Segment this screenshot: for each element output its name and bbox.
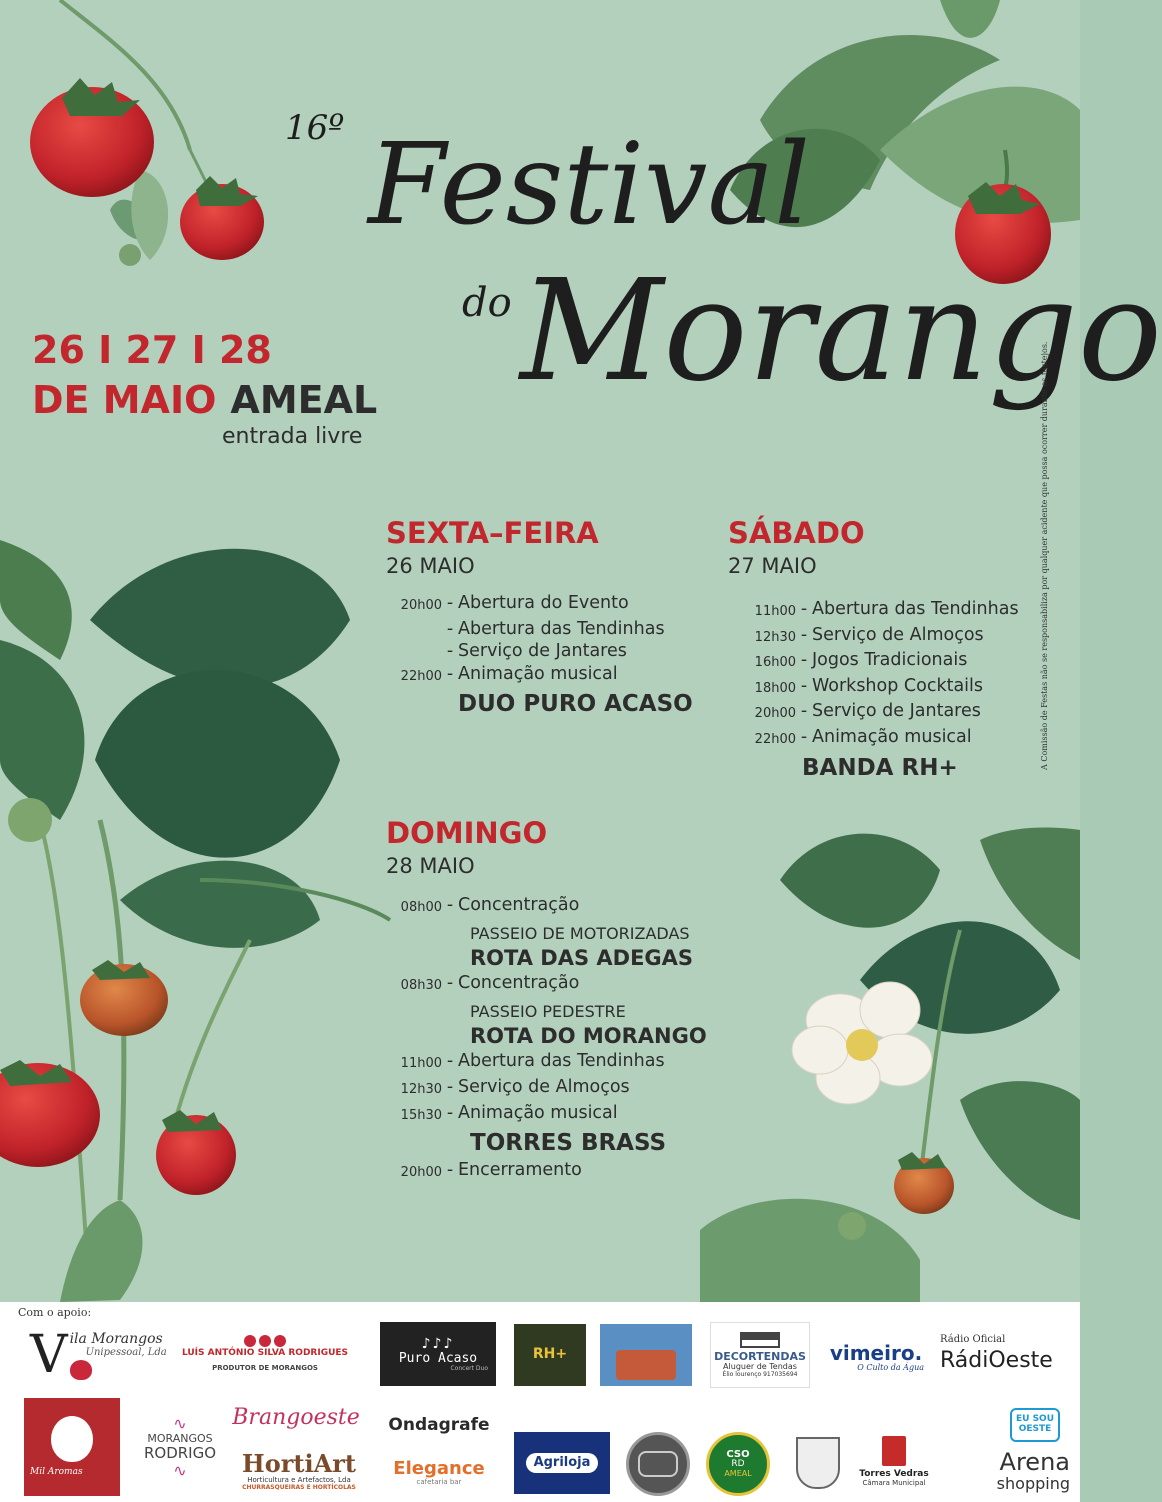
day-name: DOMINGO [386,816,548,850]
logo-elegance [384,1450,494,1496]
logo-text: vimeiro. [829,1340,923,1365]
event-month-place [32,378,377,422]
time [384,640,442,663]
logo-arena-shopping [944,1446,1070,1496]
logo-text: CSO [726,1449,750,1461]
logo-ondagrafe [384,1410,494,1440]
time: 11h00 [754,604,796,619]
logo-luis-antonio [180,1326,350,1382]
logo-text: Agriloja [526,1453,599,1473]
logo-puro-acaso: ♪♪♪ Puro Acaso Concert Duo [380,1322,496,1386]
logo-text: MORANGOS [147,1431,213,1445]
time: 11h00 [400,1056,442,1072]
schedule-row: 16h00 - Jogos Tradicionais [738,649,1019,675]
logo-text: ila Morangos [69,1330,163,1347]
event-place: AMEAL [230,378,378,422]
headline-act: TORRES BRASS [470,1130,667,1157]
activity: Concentração [458,895,580,915]
sponsors-label: Com o apoio: [18,1306,92,1319]
logo-text: Brangoeste [232,1404,360,1430]
schedule-list [738,598,1019,784]
activity: Abertura das Tendinhas [458,1051,665,1072]
time [384,618,442,641]
logo-torres-brass-photo [600,1324,692,1386]
time: 20h00 [754,706,796,722]
logo-text: Rádio Oficial [940,1334,1006,1346]
activity: Concentração [458,973,580,994]
headline-act: DUO PURO ACASO [458,691,693,718]
activity: Animação musical [812,726,972,747]
logo-banda-rh [514,1324,586,1386]
logo-eu-sou-oeste [1010,1408,1060,1442]
logo-text: Arena [999,1448,1070,1476]
logo-text: cafetaria bar [416,1478,462,1487]
logo-text: DECORTENDAS [714,1349,806,1363]
logo-hortiart [236,1442,362,1500]
strawberry-icon [51,1416,93,1462]
time: 20h00 [400,1165,442,1181]
headline-act: ROTA DAS ADEGAS [470,946,694,971]
logo-vila-morangos [30,1324,170,1386]
schedule-list [384,592,693,720]
schedule-row: 12h30 - Serviço de Almoços [738,624,1019,650]
logo-vimeiro [828,1330,924,1384]
activity: Animação musical [458,1102,618,1123]
logo-text: RODRIGO [143,1443,217,1462]
activity: Serviço de Almoços [458,1076,630,1097]
time: 08h00 [400,900,442,915]
time: 08h30 [400,978,442,994]
activity-subtitle: PASSEIO PEDESTRE [470,1001,626,1021]
logo-radio-oeste [940,1324,1070,1384]
schedule-row: 20h00 - Encerramento [388,1159,707,1185]
disclaimer-note [1040,330,1060,770]
day-name: SÁBADO [728,516,865,550]
logo-text: Élio lourenço 917035694 [722,1370,798,1378]
logo-text: Concert Duo [450,1364,488,1372]
schedule-sunday [386,816,707,1185]
logo-text: HortiArt [242,1448,356,1478]
logo-text: shopping [996,1474,1070,1494]
schedule-row: 22h00 - Animação musical [738,726,1019,752]
logo-text: Unipessoal, Lda [85,1346,167,1358]
logo-letter: V [30,1325,68,1385]
activity: Workshop Cocktails [812,675,984,696]
activity: Abertura do Evento [458,593,629,613]
logo-agriloja [514,1432,610,1494]
activity: Serviço de Almoços [812,624,984,645]
logo-text: CHURRASQUEIRAS E HORTÍCOLAS [242,1483,356,1491]
schedule-row: 11h00 - Abertura das Tendinhas [388,1050,707,1076]
motorcycle-club-badge-icon [626,1432,690,1496]
schedule-row: 08h00 - Concentração [388,894,707,920]
time: 22h00 [400,668,442,684]
crest-icon [882,1436,906,1466]
time: 22h00 [754,731,796,747]
activity-subtitle: PASSEIO DE MOTORIZADAS [470,923,690,943]
time: 12h30 [754,629,796,645]
strawberry-plant-left [0,540,390,1302]
schedule-row: 22h00 - Animação musical [384,663,693,689]
logo-text: RádiOeste [940,1348,1053,1374]
logo-text: Mil Aromas [30,1467,83,1478]
day-name: SEXTA–FEIRA [386,516,599,550]
schedule-row: 15h30 - Animação musical [388,1102,707,1128]
headline-act: ROTA DO MORANGO [470,1024,707,1049]
schedule-saturday [728,516,1019,784]
logo-text: EU SOU OESTE [1015,1414,1055,1434]
parish-crest-icon [786,1430,850,1496]
schedule-friday [386,516,693,720]
sponsors-strip [0,1302,1080,1502]
schedule-row: - Serviço de Jantares [384,640,693,663]
time: 20h00 [400,598,442,613]
activity: Abertura das Tendinhas [458,618,665,639]
activity: Abertura das Tendinhas [812,599,1019,619]
schedule-row: 18h00 - Workshop Cocktails [738,675,1019,701]
logo-morangos-rodrigo [132,1402,228,1492]
free-entry-note: entrada livre [222,424,363,449]
strawberry-plant-right [700,828,1080,1303]
day-date: 28 MAIO [386,854,475,878]
logo-text: RH+ [532,1346,568,1363]
flourish-icon: ∿ [173,1413,187,1433]
schedule-row: 20h00 - Abertura do Evento [384,592,693,618]
strawberry-icon [244,1335,286,1347]
activity: Serviço de Jantares [812,701,981,722]
strawberry-top-left [30,0,264,266]
strawberry-icon [70,1360,92,1380]
activity: Encerramento [458,1160,582,1181]
logo-text: Puro Acaso [398,1350,478,1366]
logo-text: Elegance [393,1458,485,1480]
schedule-row: 11h00 - Abertura das Tendinhas [738,598,1019,624]
logo-text: Horticultura e Artefactos, Lda [247,1476,351,1485]
logo-text: Câmara Municipal [862,1479,926,1488]
disclaimer-text: A Comissão de Festas não se responsabiliza por qualquer acidente que possa ocorrer durante os festejos. [1040,341,1049,770]
title-festival: Festival [368,120,811,250]
schedule-row: 20h00 - Serviço de Jantares [738,700,1019,726]
logo-text: Torres Vedras [859,1469,929,1480]
time: 12h30 [400,1081,442,1097]
schedule-list [388,894,707,1185]
edition-ordinal: 16º [285,108,345,148]
logo-text: PRODUTOR DE MORANGOS [212,1364,318,1373]
day-date: 26 MAIO [386,554,475,578]
event-month: DE MAIO [32,378,217,422]
logo-text: AMEAL [724,1469,752,1479]
logo-text: O Culto da Água [857,1362,924,1372]
title-do: do [462,280,512,326]
title-morango: Morango [520,250,1162,413]
logo-cso-ameal [706,1432,770,1496]
schedule-row: - Abertura das Tendinhas [384,618,693,641]
logo-mil-aromas [24,1398,120,1496]
logo-text: Aluguer de Tendas [723,1361,797,1371]
headline-act: BANDA RH+ [802,754,958,781]
time: 18h00 [754,680,796,696]
schedule-row: 08h30 - Concentração [388,972,707,998]
flourish-icon: ∿ [173,1461,187,1481]
tent-icon [740,1332,780,1348]
event-dates: 26 I 27 I 28 [32,328,272,372]
logo-text: LUÍS ANTÓNIO SILVA RODRIGUES [181,1348,349,1359]
logo-decortendas [710,1322,810,1388]
logo-text: Ondagrafe [388,1414,490,1435]
activity: Serviço de Jantares [458,641,627,662]
activity: Jogos Tradicionais [812,650,968,671]
logo-torres-vedras [856,1428,932,1496]
time: 15h30 [400,1107,442,1123]
logo-text: RD [731,1459,745,1470]
activity: Animação musical [458,663,618,684]
logo-brangoeste [234,1398,358,1438]
schedule-row: 12h30 - Serviço de Almoços [388,1076,707,1102]
time: 16h00 [754,655,796,671]
day-date: 27 MAIO [728,554,817,578]
